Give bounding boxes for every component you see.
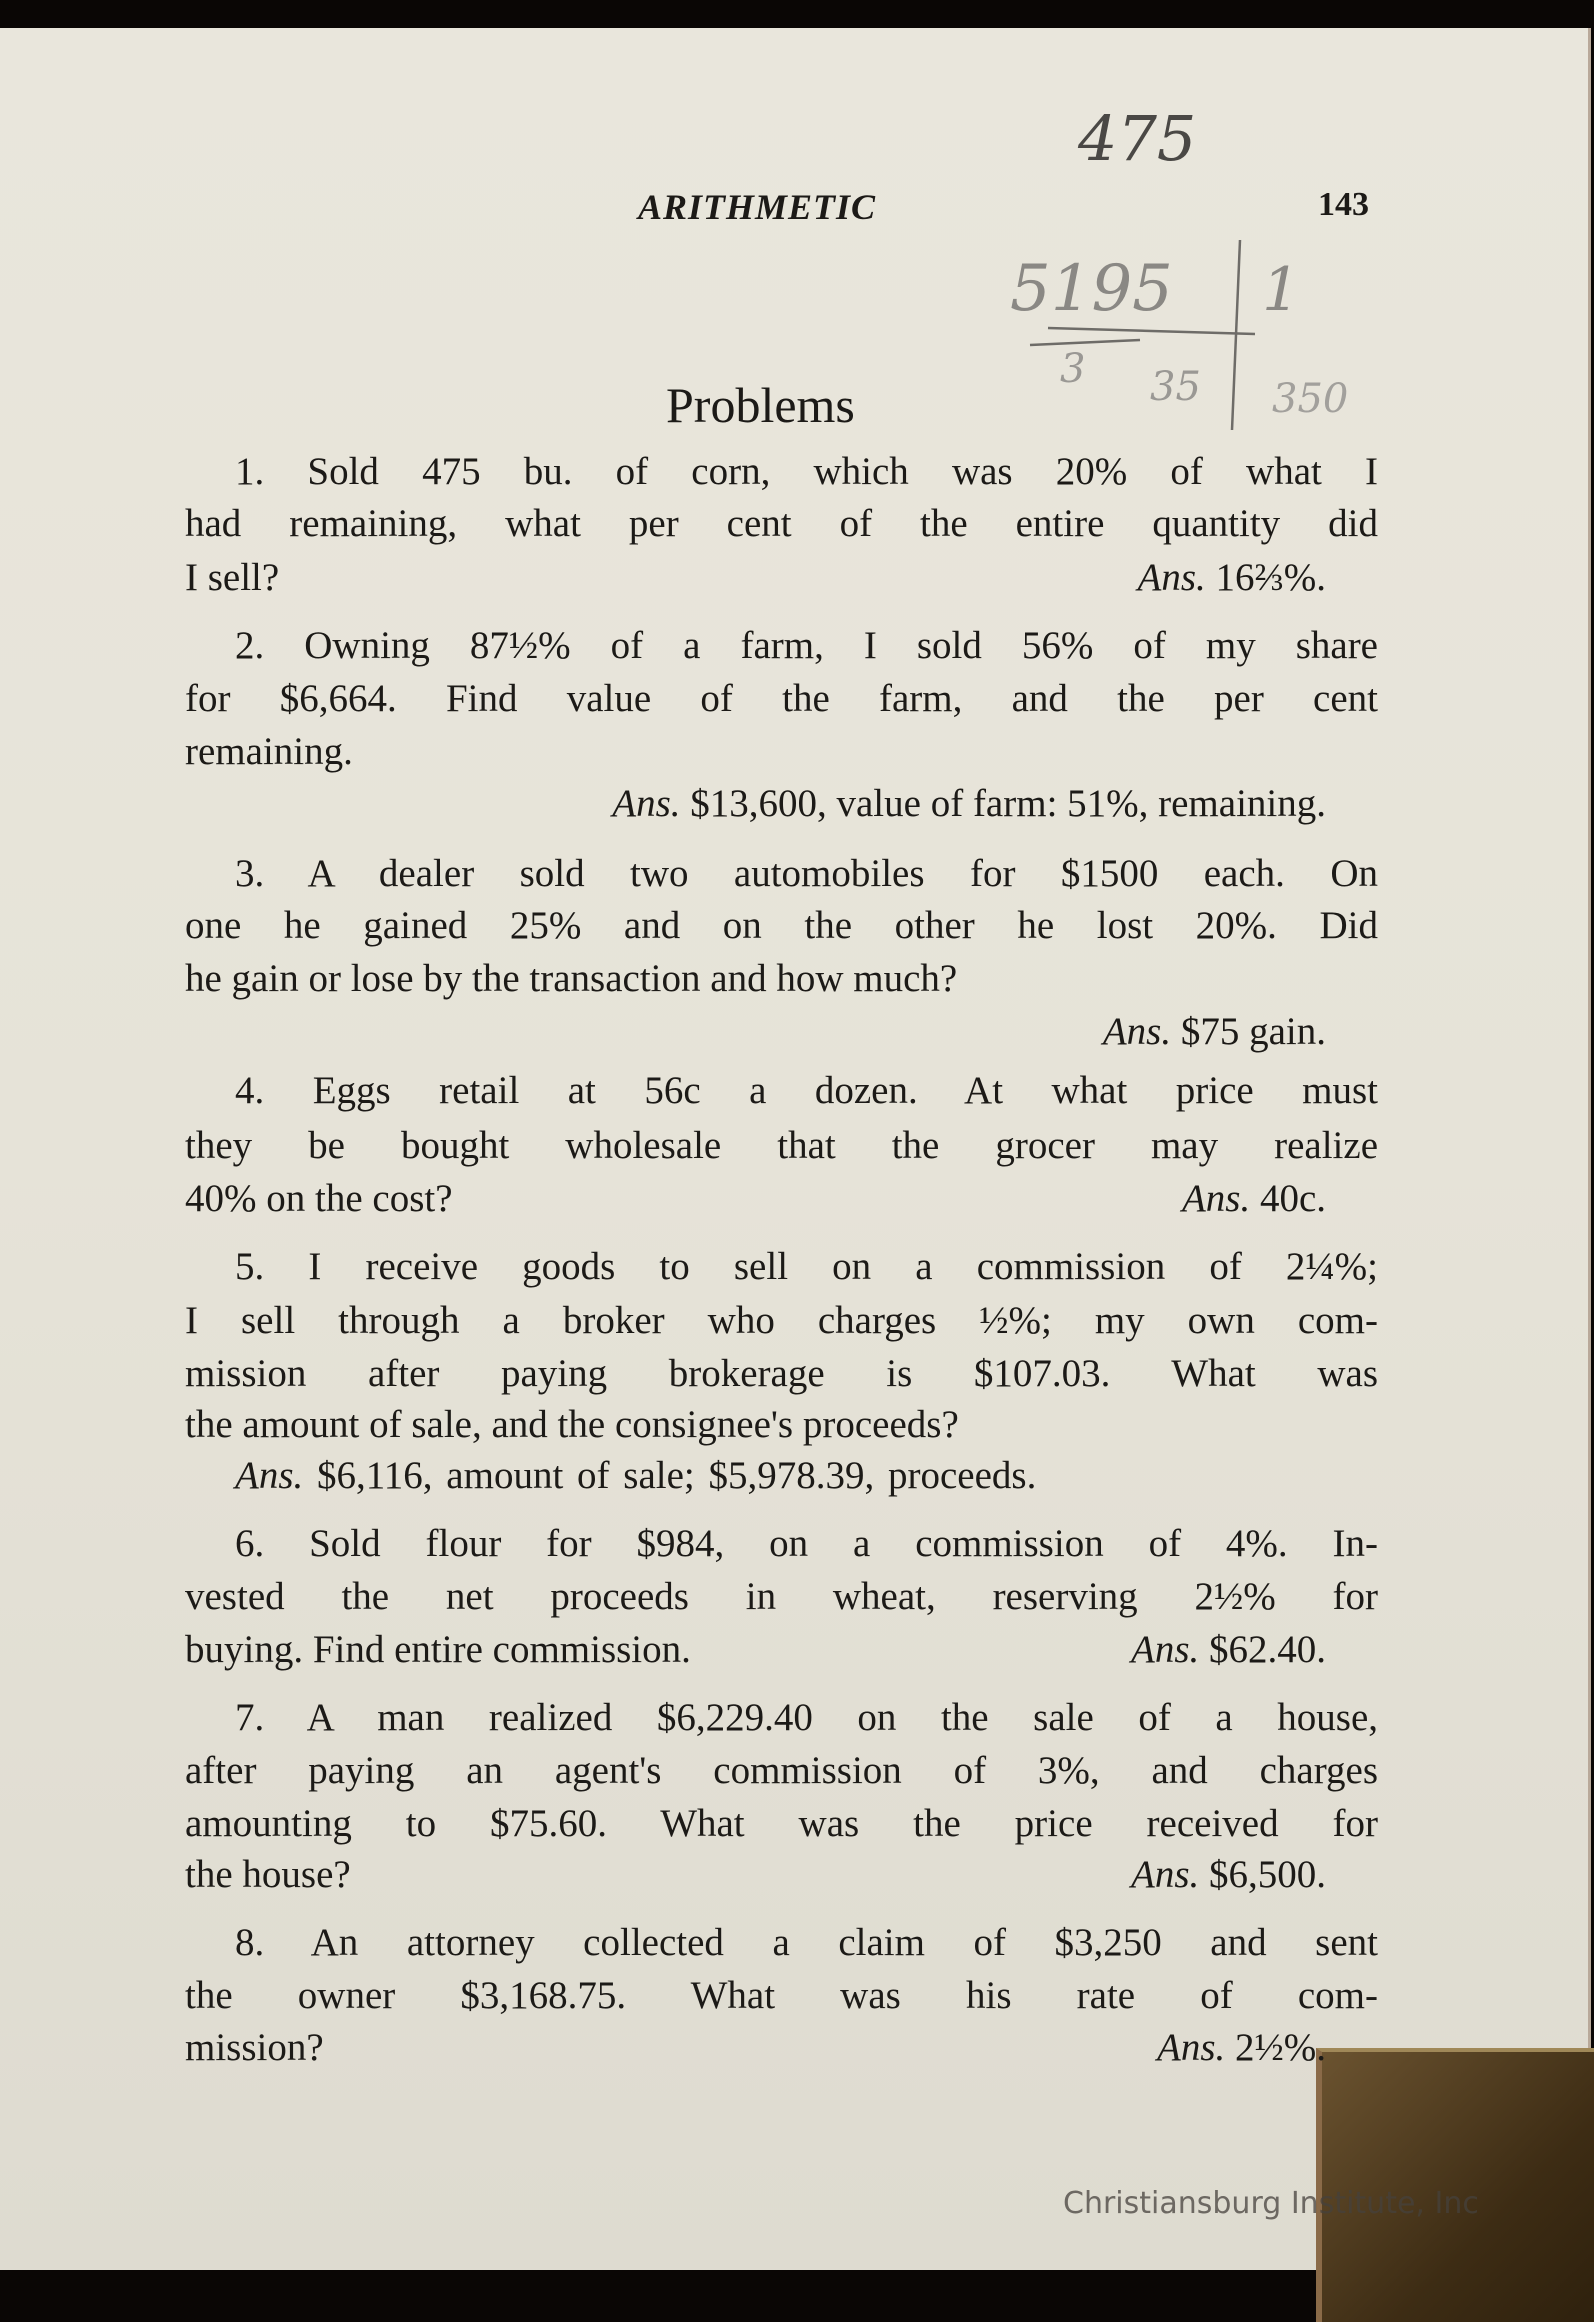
answer [1138, 556, 1327, 600]
line-text: the owner $3,168.75. What was his rate of com- [185, 1974, 1378, 2017]
answer-prefix: Ans. [1137, 556, 1206, 599]
problem-1-line [185, 502, 1378, 546]
line-text: the amount of sale, and the consignee's proceeds? [185, 1403, 959, 1446]
problem-6-line [185, 1628, 1378, 1672]
handwriting-5195: 5195 [1010, 252, 1173, 326]
problem-2-line [185, 730, 1378, 774]
problem-3-line [185, 1010, 1378, 1054]
problem-8-line [185, 2026, 1378, 2070]
line-text: 4. Eggs retail at 56c a dozen. At what price must [235, 1069, 1378, 1112]
line-text: buying. Find entire commission. [185, 1628, 691, 1671]
handwriting-35: 35 [1150, 364, 1201, 410]
answer-prefix: Ans. [1157, 2026, 1226, 2069]
answer-value: 16⅔%. [1215, 556, 1326, 599]
line-text: one he gained 25% and on the other he lost 20%. Did [185, 904, 1378, 947]
handwriting-line [1232, 240, 1240, 430]
problem-5-line [185, 1299, 1378, 1343]
answer-prefix: Ans. [1181, 1177, 1251, 1220]
problem-4-line [185, 1069, 1378, 1113]
answer-prefix: Ans. [1102, 1010, 1172, 1053]
answer-prefix: Ans. [612, 782, 681, 825]
problem-7-line [185, 1802, 1378, 1846]
section-heading: Problems [666, 377, 855, 433]
problem-2-line [185, 624, 1378, 668]
line-text: 5. I receive goods to sell on a commission of 2¼%; [235, 1245, 1378, 1288]
problem-7-line [185, 1749, 1378, 1793]
page-number: 143 [1318, 186, 1369, 223]
handwriting-475: 475 [1078, 102, 1197, 175]
handwriting-line [1048, 328, 1255, 334]
watermark: Christiansburg Institute, Inc [1063, 2186, 1479, 2221]
answer-prefix: Ans. [1131, 1853, 1200, 1896]
handwriting-350: 350 [1272, 376, 1349, 422]
line-text: 40% on the cost? [185, 1177, 453, 1220]
answer-value: $62.40. [1209, 1628, 1326, 1671]
line-text: mission? [185, 2026, 324, 2069]
problem-7-line [185, 1696, 1378, 1740]
running-header: ARITHMETIC [638, 187, 877, 227]
line-text: 8. An attorney collected a claim of $3,250 and sent [235, 1921, 1378, 1964]
handwriting-1: 1 [1262, 255, 1301, 325]
line-text: 1. Sold 475 bu. of corn, which was 20% of what I [235, 450, 1378, 493]
line-text: 7. A man realized $6,229.40 on the sale of a house, [235, 1696, 1378, 1739]
problem-1-line [185, 556, 1378, 600]
line-text: amounting to $75.60. What was the price received for [185, 1802, 1378, 1845]
answer [235, 1454, 1036, 1497]
problem-2-line [185, 677, 1378, 721]
line-text: after paying an agent's commission of 3%, and charges [185, 1749, 1378, 1792]
answer-value: $6,116, amount of sale; $5,978.39, proceeds. [317, 1454, 1037, 1497]
line-text: 3. A dealer sold two automobiles for $1500 each. On [235, 852, 1378, 895]
problem-5-line [185, 1352, 1378, 1396]
handwriting-3: 3 [1060, 346, 1086, 392]
answer-value: 40c. [1259, 1177, 1326, 1220]
problem-5-line [185, 1245, 1378, 1289]
problem-4-line [185, 1124, 1378, 1168]
answer [1131, 1628, 1326, 1672]
problem-2-line [185, 782, 1378, 826]
answer-value: $75 gain. [1180, 1010, 1326, 1053]
answer-value: 2½%. [1235, 2026, 1326, 2069]
problem-3-line [185, 852, 1378, 896]
problem-3-line [185, 957, 1378, 1001]
line-text: 2. Owning 87½% of a farm, I sold 56% of my share [235, 624, 1378, 667]
answer-value: $6,500. [1209, 1853, 1326, 1896]
problem-3-line [185, 904, 1378, 948]
problem-8-line [185, 1974, 1378, 2018]
line-text: I sell through a broker who charges ½%; my own com- [185, 1299, 1378, 1342]
problem-5-line [185, 1403, 1378, 1447]
line-text: 6. Sold flour for $984, on a commission of 4%. In- [235, 1522, 1378, 1565]
line-text: mission after paying brokerage is $107.03. What was [185, 1352, 1378, 1395]
answer-value: $13,600, value of farm: 51%, remaining. [690, 782, 1326, 825]
answer [1182, 1177, 1326, 1221]
answer-prefix: Ans. [1131, 1628, 1200, 1671]
handwriting-line [1030, 340, 1140, 345]
line-text: remaining. [185, 730, 353, 773]
problem-7-line [185, 1853, 1378, 1897]
problem-6-line [185, 1522, 1378, 1566]
answer [1131, 1853, 1326, 1897]
line-text: I sell? [185, 556, 280, 599]
problem-6-line [185, 1575, 1378, 1619]
line-text: had remaining, what per cent of the entire quantity did [185, 502, 1378, 545]
line-text: they be bought wholesale that the grocer may realize [185, 1124, 1378, 1167]
line-text: for $6,664. Find value of the farm, and the per cent [185, 677, 1378, 720]
problem-8-line [185, 1921, 1378, 1965]
answer-prefix: Ans. [235, 1454, 304, 1497]
problem-1-line [185, 450, 1378, 494]
answer [1157, 2026, 1326, 2070]
line-text: the house? [185, 1853, 351, 1896]
problem-5-line [185, 1454, 1378, 1498]
problem-4-line [185, 1177, 1378, 1221]
line-text: vested the net proceeds in wheat, reserving 2½% for [185, 1575, 1378, 1618]
answer [1103, 1010, 1326, 1053]
line-text: he gain or lose by the transaction and how much? [185, 957, 958, 1000]
answer [612, 782, 1326, 825]
